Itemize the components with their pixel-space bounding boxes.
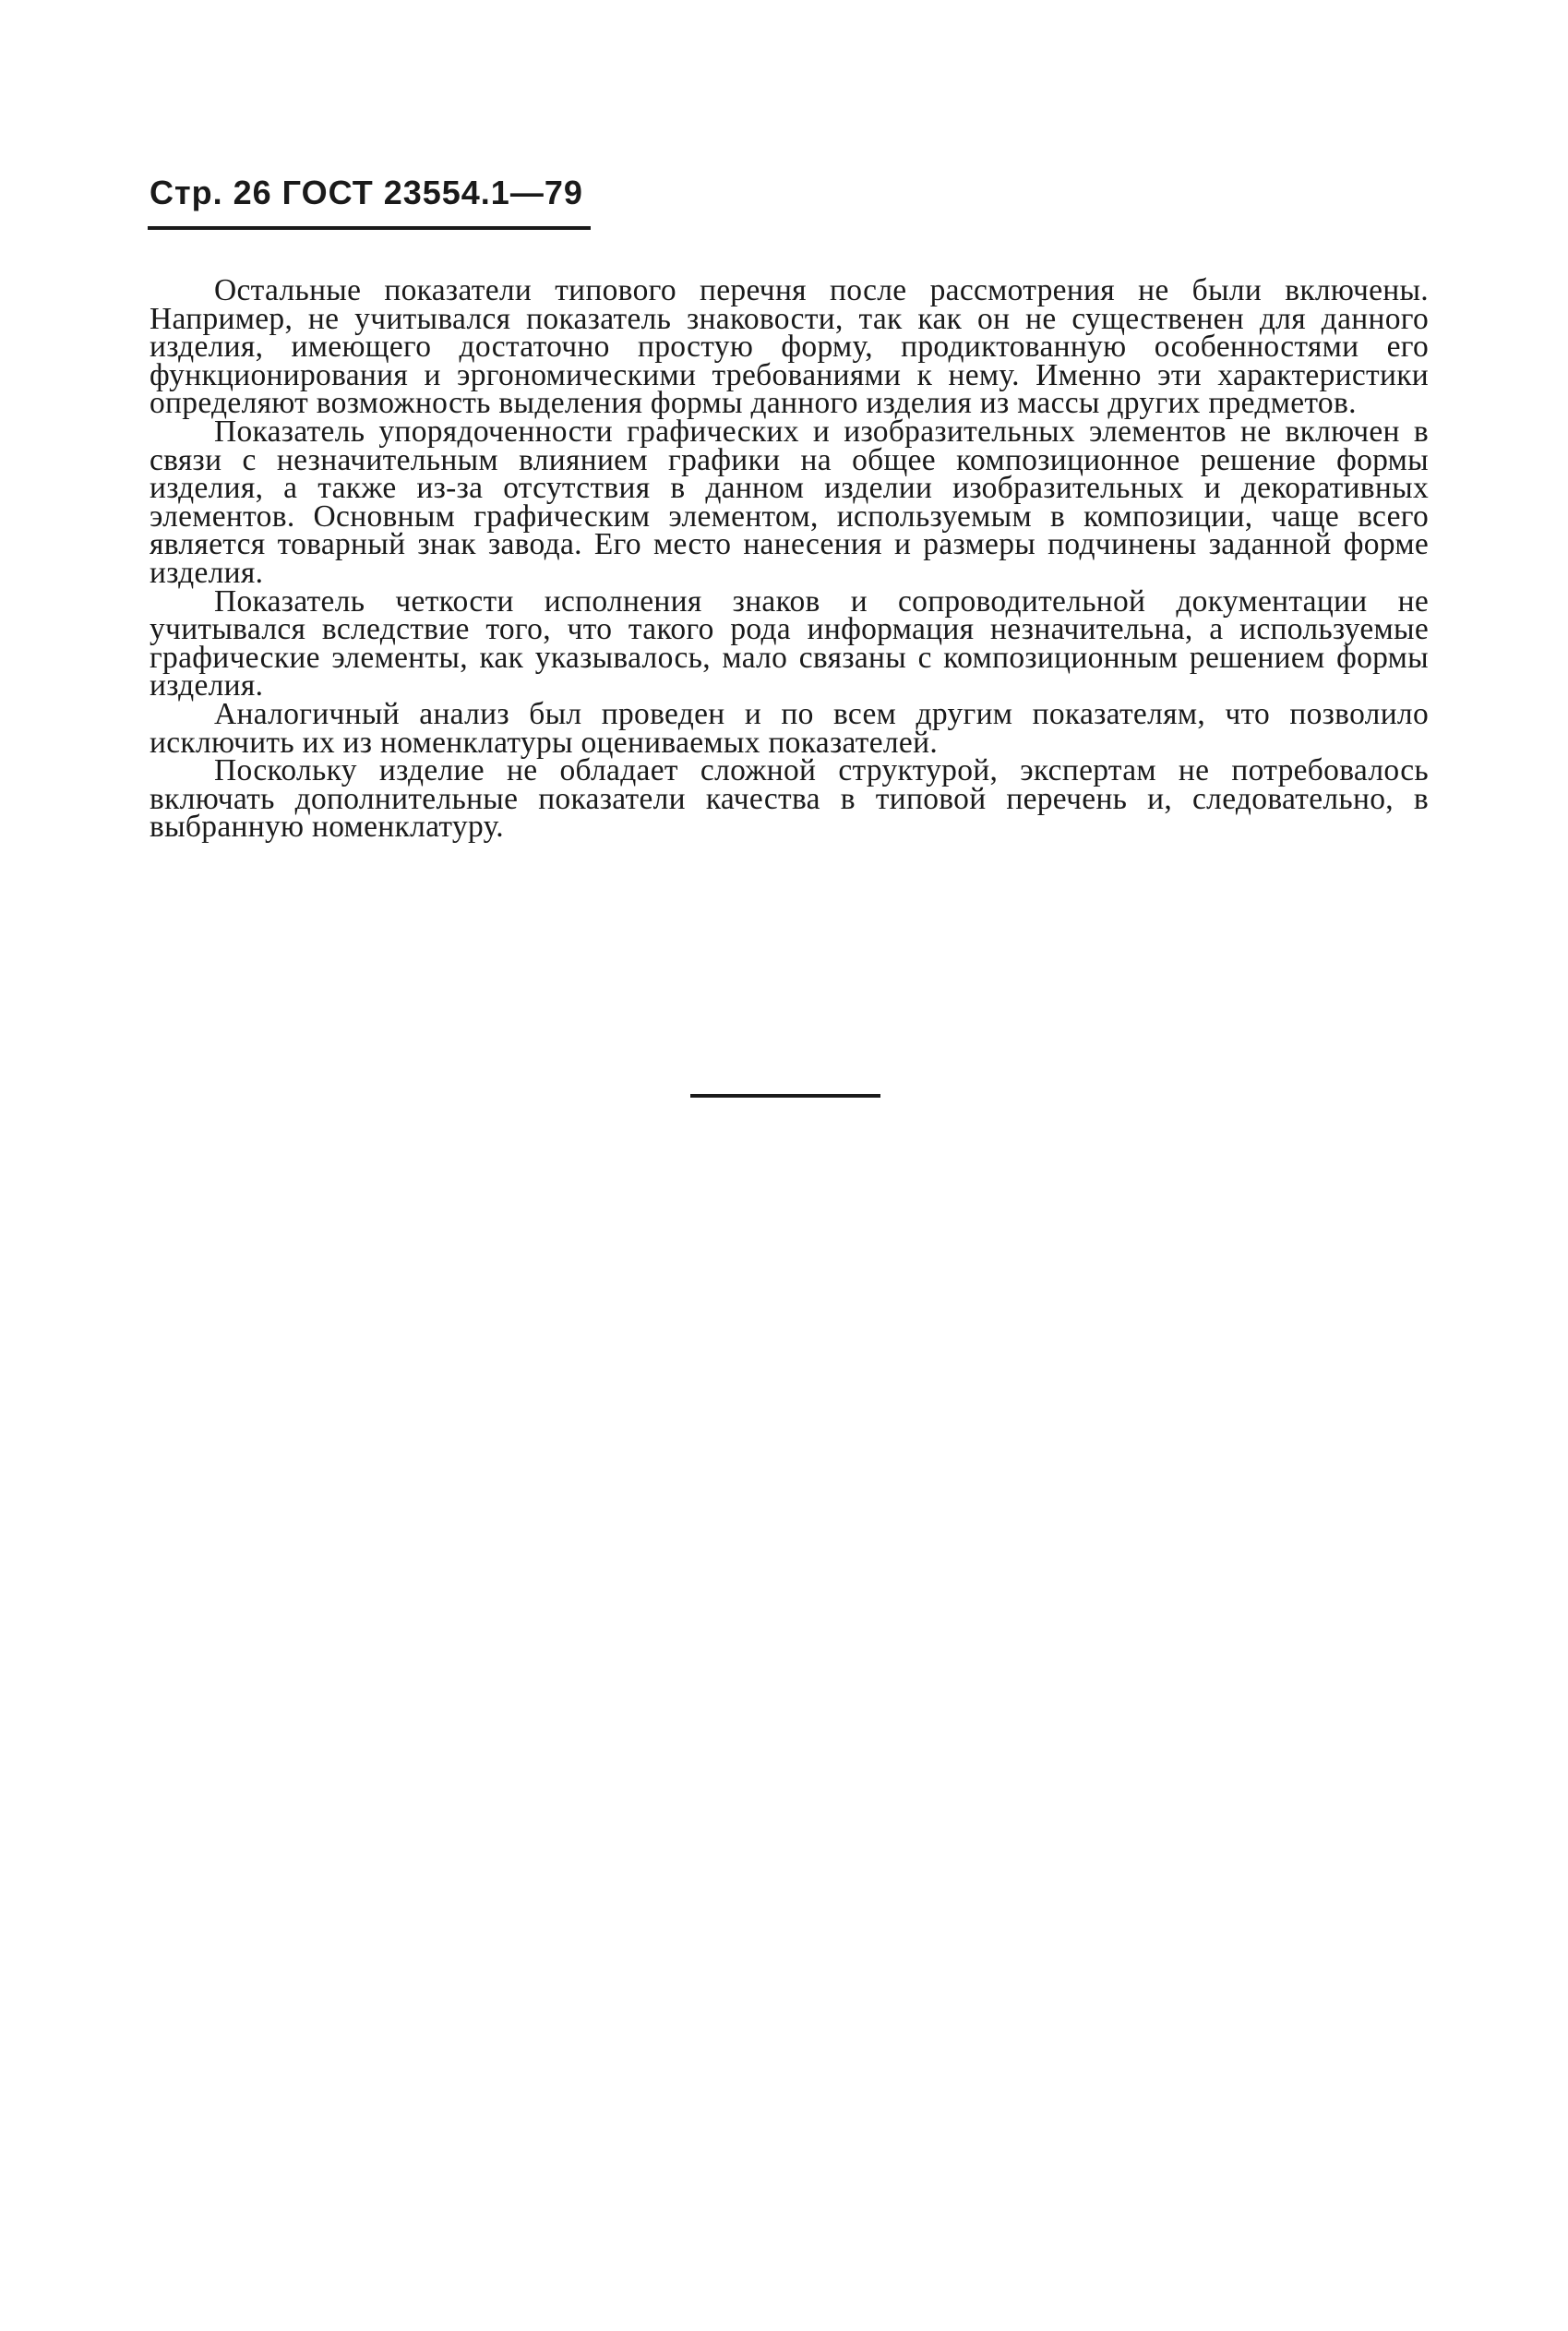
end-of-text-rule: [690, 1094, 880, 1098]
paragraph-sign-clarity: Показатель четкости исполнения знаков и сопроводительной документации не учитывался вследствие того, что такого рода информация незначительна, а используемые графические элементы, как указывалось, мало связаны с композиционным решением формы изделия.: [150, 583, 1429, 703]
paragraph-excluded-indicators: Остальные показатели типового перечня после рассмотрения не были включены. Например, не учитывался показатель знаковости, так как он не существенен для данного изделия, имеющего достаточно простую форму, продиктованную особенностями его функционирования и эргономическими требованиями к нему. Именно эти характеристики определяют возможность выделения формы данного изделия из массы других предметов.: [150, 273, 1429, 421]
paragraph-graphic-elements: Показатель упорядоченности графических и изобразительных элементов не включен в связи с незначительным влиянием графики на общее композиционное решение формы изделия, а также из-за отсутствия в данном изделии изобразительных и декоративных элементов. Основным графическим элементом, используемым в композиции, чаще всего является товарный знак завода. Его место нанесения и размеры подчинены заданной форме изделия.: [150, 414, 1429, 590]
body-text: [150, 273, 1429, 845]
paragraph-similar-analysis: Аналогичный анализ был проведен и по всем другим показателям, что позволило исключить их из номенклатуры оцениваемых показателей.: [150, 696, 1429, 760]
paragraph-conclusion: Поскольку изделие не обладает сложной структурой, экспертам не потребовалось включать дополнительные показатели качества в типовой перечень и, следовательно, в выбранную номенклатуру.: [150, 753, 1429, 845]
running-header: Стр. 26 ГОСТ 23554.1—79: [150, 174, 583, 211]
header-rule: [148, 226, 591, 230]
